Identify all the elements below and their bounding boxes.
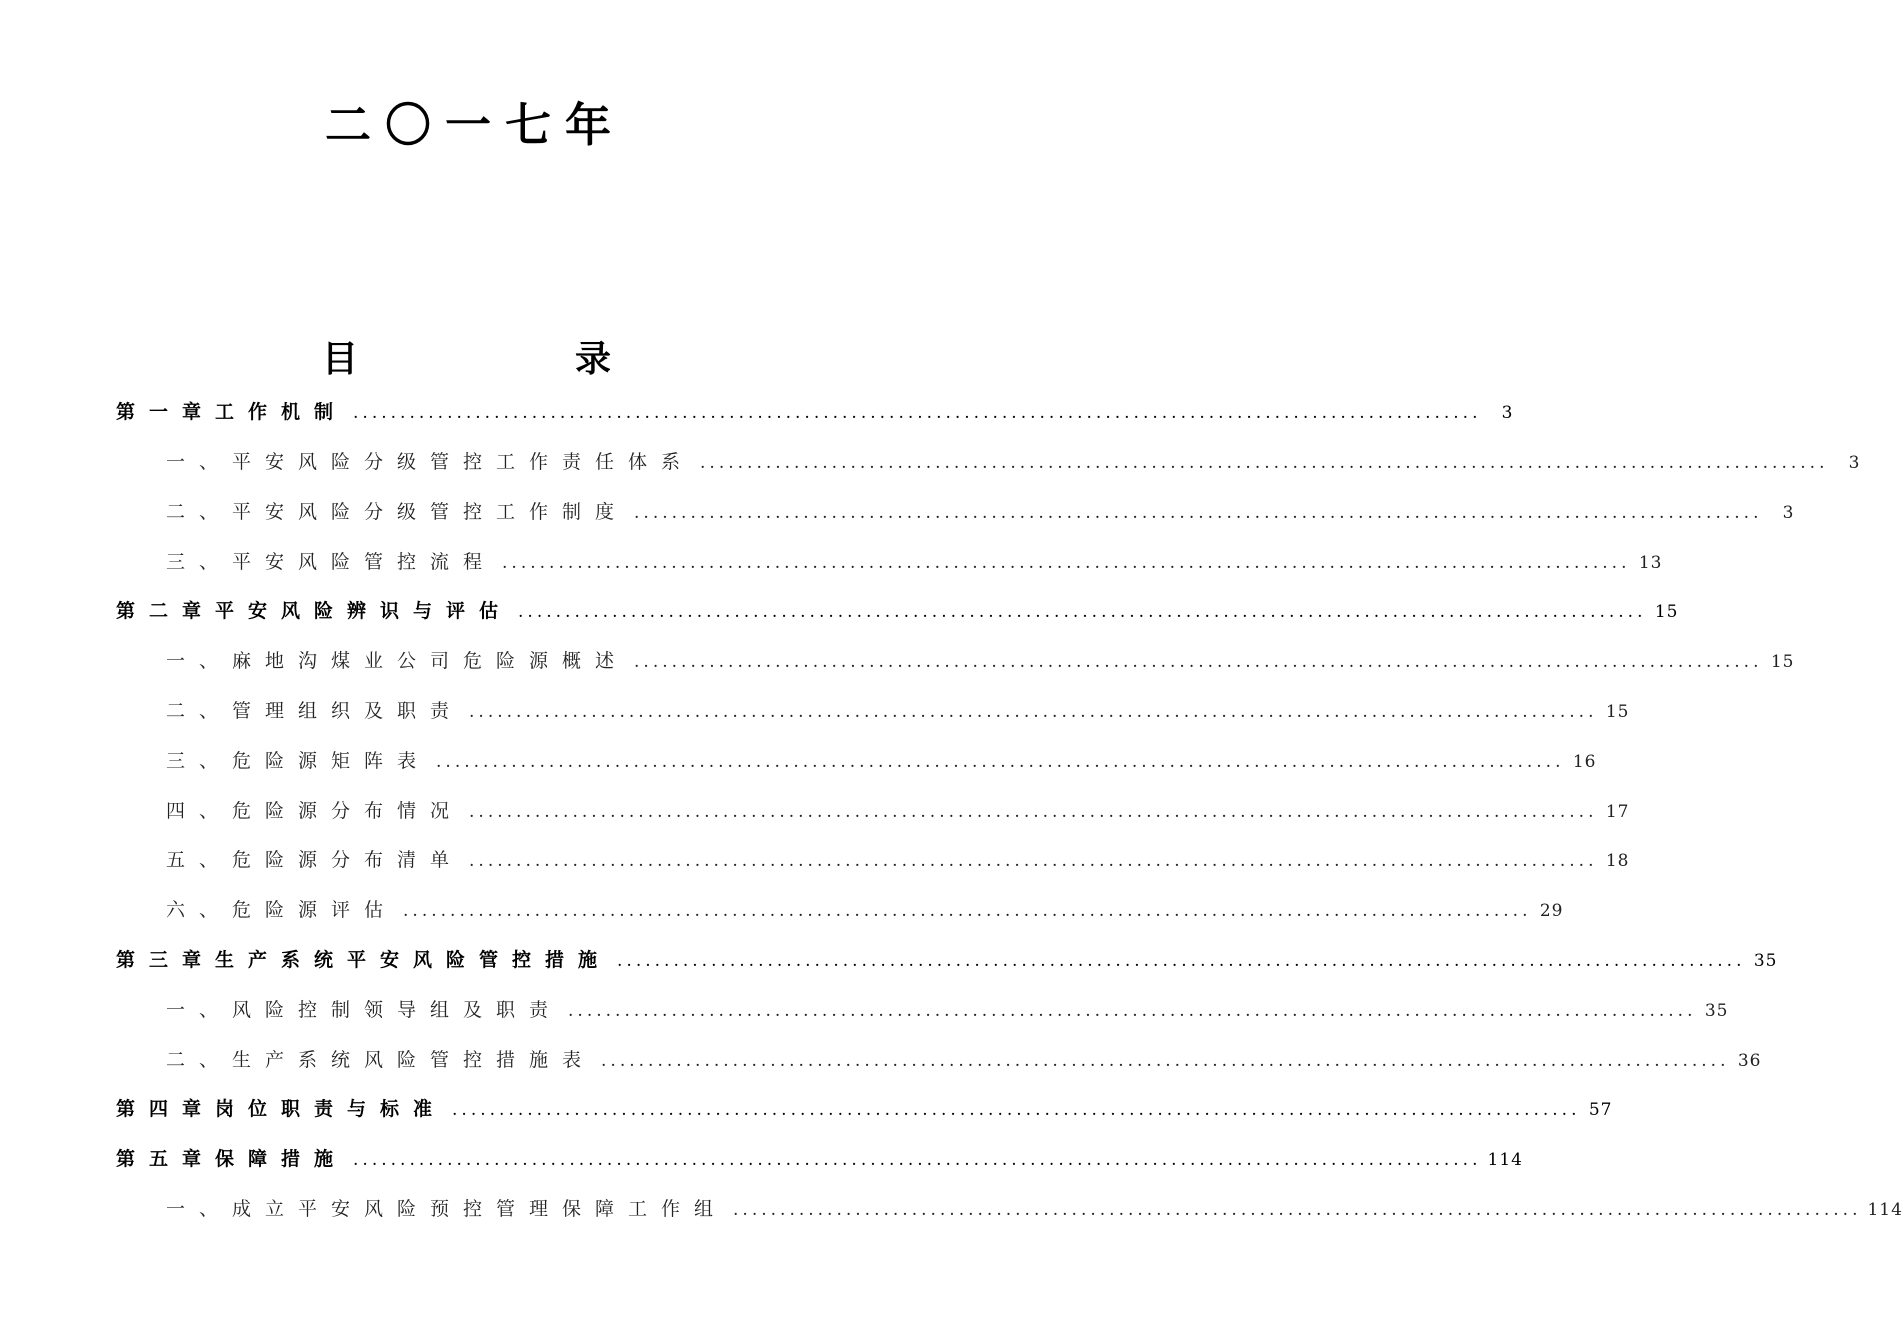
- toc-entry-page: 16: [1572, 752, 1597, 772]
- toc-entry-page: 35: [1753, 951, 1778, 971]
- toc-entry-number: 第四章: [116, 1098, 216, 1120]
- toc-entry-page: 114: [1867, 1200, 1903, 1220]
- toc-leader-dots: ........................................................................................................................: [634, 503, 1763, 523]
- toc-entry-section[interactable]: [166, 497, 1795, 527]
- toc-heading-char-2: 录: [575, 339, 612, 380]
- toc-entry-title: 平安风险辨识与评估: [215, 600, 513, 622]
- toc-entry-page: 15: [1770, 652, 1795, 672]
- toc-entry-number: 三、: [166, 750, 233, 772]
- toc-leader-dots: ........................................................................................................................: [733, 1200, 1862, 1220]
- toc-leader-dots: ........................................................................................................................: [403, 901, 1532, 921]
- toc-entry-page: 15: [1605, 702, 1630, 722]
- toc-entry-title: 生产系统平安风险管控措施: [215, 949, 612, 971]
- toc-entry-chapter-5[interactable]: [116, 1144, 1523, 1174]
- toc-entry-number: 五、: [166, 849, 233, 871]
- toc-entry-title: 危险源评估: [232, 899, 398, 921]
- toc-entry-number: 第五章: [116, 1148, 216, 1170]
- toc-entry-page: 13: [1638, 553, 1663, 573]
- toc-entry-number: 一、: [166, 451, 233, 473]
- toc-leader-dots: ........................................................................................................................: [601, 1051, 1730, 1071]
- toc-entry-number: 一、: [166, 999, 233, 1021]
- toc-heading-char-1: 目: [322, 339, 359, 380]
- toc-entry-section[interactable]: [166, 895, 1564, 925]
- toc-entry-title: 岗位职责与标准: [215, 1098, 447, 1120]
- toc-entry-chapter-2[interactable]: [116, 596, 1679, 626]
- toc-entry-page: 3: [1782, 503, 1795, 523]
- toc-leader-dots: ........................................................................................................................: [469, 851, 1598, 871]
- toc-entry-title: 成立平安风险预控管理保障工作组: [232, 1198, 728, 1220]
- toc-entry-title: 平安风险分级管控工作责任体系: [232, 451, 695, 473]
- toc-entry-page: 3: [1848, 453, 1861, 473]
- toc-entry-number: 二、: [166, 501, 233, 523]
- toc-leader-dots: ........................................................................................................................: [353, 403, 1482, 423]
- toc-leader-dots: ........................................................................................................................: [353, 1150, 1482, 1170]
- toc-entry-title: 麻地沟煤业公司危险源概述: [232, 650, 629, 672]
- toc-entry-chapter-1[interactable]: [116, 397, 1514, 427]
- toc-leader-dots: ........................................................................................................................: [452, 1100, 1581, 1120]
- toc-leader-dots: ........................................................................................................................: [568, 1001, 1697, 1021]
- toc-entry-page: 114: [1487, 1150, 1523, 1170]
- toc-leader-dots: ........................................................................................................................: [436, 752, 1565, 772]
- toc-entry-title: 危险源矩阵表: [232, 750, 431, 772]
- toc-entry-section[interactable]: [166, 845, 1630, 875]
- toc-leader-dots: ........................................................................................................................: [502, 553, 1631, 573]
- toc-entry-title: 生产系统风险管控措施表: [232, 1049, 596, 1071]
- toc-entry-number: 第一章: [116, 401, 216, 423]
- toc-entry-section[interactable]: [166, 447, 1861, 477]
- toc-entry-number: 第二章: [116, 600, 216, 622]
- toc-entry-section[interactable]: [166, 1194, 1903, 1224]
- toc-entry-number: 一、: [166, 1198, 233, 1220]
- toc-entry-page: 57: [1588, 1100, 1613, 1120]
- toc-entry-number: 六、: [166, 899, 233, 921]
- toc-entry-page: 36: [1737, 1051, 1762, 1071]
- toc-entry-page: 17: [1605, 802, 1630, 822]
- year-title: 二〇一七年: [325, 98, 625, 152]
- toc-entry-number: 二、: [166, 1049, 233, 1071]
- toc-heading: [0, 323, 950, 383]
- toc-entry-number: 三、: [166, 551, 233, 573]
- toc-entry-section[interactable]: [166, 995, 1729, 1025]
- toc-entry-title: 平安风险管控流程: [232, 551, 497, 573]
- toc-entry-page: 29: [1539, 901, 1564, 921]
- toc-entry-title: 危险源分布清单: [232, 849, 464, 871]
- toc-entry-section[interactable]: [166, 646, 1795, 676]
- toc-entry-section[interactable]: [166, 1045, 1762, 1075]
- toc-leader-dots: ........................................................................................................................: [469, 702, 1598, 722]
- toc-entry-title: 管理组织及职责: [232, 700, 464, 722]
- toc-entry-page: 35: [1704, 1001, 1729, 1021]
- toc-entry-title: 平安风险分级管控工作制度: [232, 501, 629, 523]
- toc-entry-title: 保障措施: [215, 1148, 348, 1170]
- toc-entry-section[interactable]: [166, 796, 1630, 826]
- toc-entry-section[interactable]: [166, 547, 1663, 577]
- toc-leader-dots: ........................................................................................................................: [634, 652, 1763, 672]
- toc-entry-page: 3: [1501, 403, 1514, 423]
- toc-entry-section[interactable]: [166, 746, 1597, 776]
- toc-entry-page: 18: [1605, 851, 1630, 871]
- toc-leader-dots: ........................................................................................................................: [617, 951, 1746, 971]
- toc-entry-title: 风险控制领导组及职责: [232, 999, 563, 1021]
- toc-entry-number: 第三章: [116, 949, 216, 971]
- toc-entry-number: 四、: [166, 800, 233, 822]
- toc-entry-title: 工作机制: [215, 401, 348, 423]
- toc-entry-number: 二、: [166, 700, 233, 722]
- toc-leader-dots: ........................................................................................................................: [469, 802, 1598, 822]
- toc-entry-chapter-3[interactable]: [116, 945, 1778, 975]
- toc-entry-section[interactable]: [166, 696, 1630, 726]
- toc-entry-chapter-4[interactable]: [116, 1094, 1613, 1124]
- toc-leader-dots: ........................................................................................................................: [700, 453, 1829, 473]
- toc-entry-number: 一、: [166, 650, 233, 672]
- toc-entry-page: 15: [1654, 602, 1679, 622]
- toc-entry-title: 危险源分布情况: [232, 800, 464, 822]
- toc-leader-dots: ........................................................................................................................: [518, 602, 1647, 622]
